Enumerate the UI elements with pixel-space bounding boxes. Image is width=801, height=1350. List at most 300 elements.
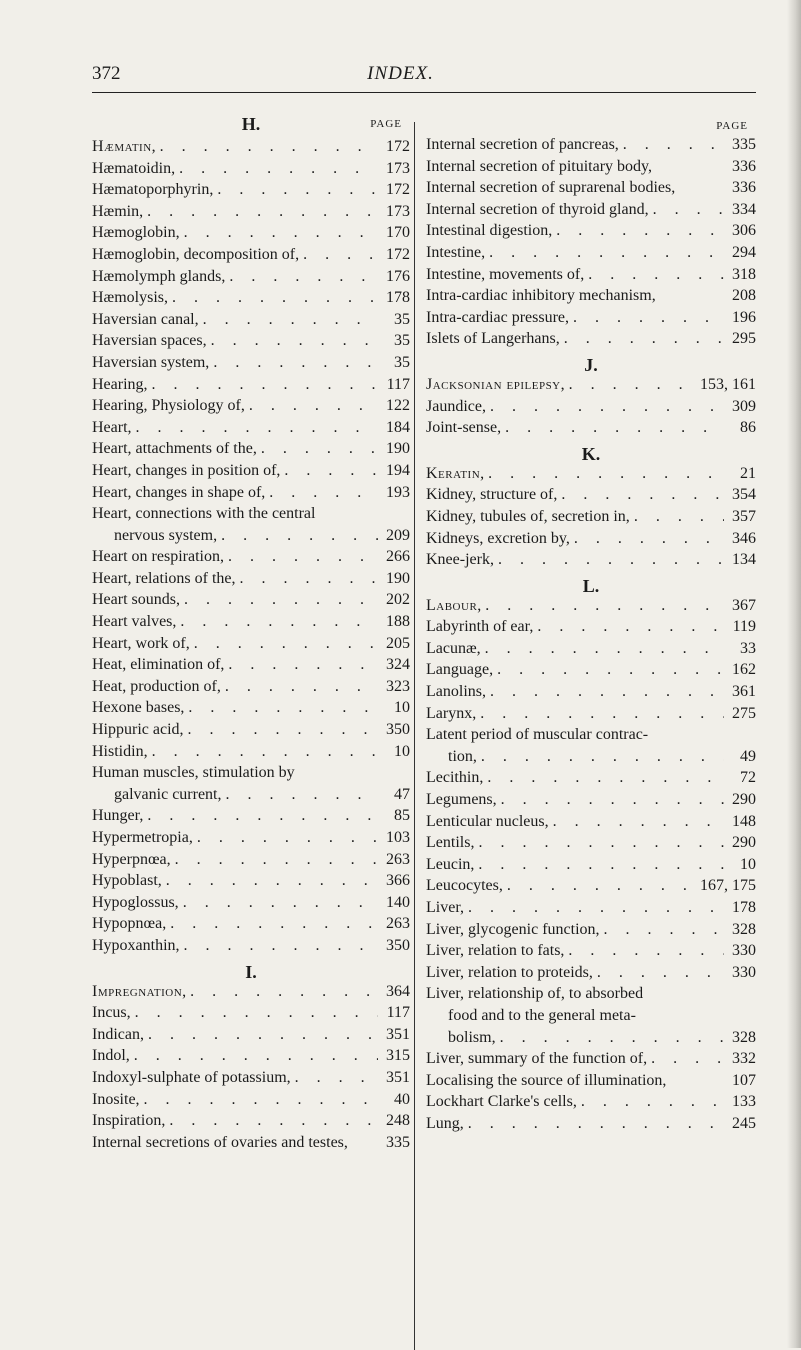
index-entry-term: Liver, glycogenic function, <box>426 920 600 938</box>
index-entry <box>426 595 756 617</box>
index-entry-page: 40 <box>394 1090 410 1108</box>
index-entry <box>92 981 410 1003</box>
index-entry-page: 330 <box>732 942 756 960</box>
index-entry <box>426 484 756 506</box>
index-entry-page: 172 <box>386 245 410 263</box>
index-entry-page: 290 <box>732 791 756 809</box>
index-entry-page: 209 <box>386 526 410 544</box>
index-entry <box>426 417 756 439</box>
index-entry-term: Lentils, <box>426 834 475 852</box>
index-entry-term: Knee-jerk, <box>426 551 494 569</box>
index-entry-page: 35 <box>394 332 410 350</box>
index-entry-term: Intestine, <box>426 243 486 261</box>
index-entry <box>426 767 756 789</box>
index-entry-term: Histidin, <box>92 742 148 760</box>
index-entry-term: Hæmolysis, <box>92 289 169 307</box>
index-entry-page: 10 <box>394 742 410 760</box>
index-entry-page: 188 <box>386 613 410 631</box>
dot-leader <box>584 264 724 286</box>
index-entry <box>92 741 410 763</box>
section-letter-i: I. <box>245 961 257 982</box>
index-entry-term: Incus, <box>92 1004 131 1022</box>
index-entry <box>426 528 756 550</box>
index-entry-term: Haversian system, <box>92 353 210 371</box>
index-entry-page: 335 <box>386 1133 410 1151</box>
dot-leader <box>564 940 724 962</box>
index-entry-page: 140 <box>386 893 410 911</box>
index-entry-page: 196 <box>732 308 756 326</box>
index-entry-page: 194 <box>386 461 410 479</box>
dot-leader <box>225 266 378 288</box>
index-entry <box>92 287 410 309</box>
dot-leader <box>619 134 724 156</box>
index-entry-term: Lecithin, <box>426 769 484 787</box>
index-entry-page: 334 <box>732 200 756 218</box>
dot-leader <box>166 913 378 935</box>
dot-leader <box>483 767 724 789</box>
index-entry <box>426 724 756 746</box>
index-entry <box>92 1089 410 1111</box>
index-entry-term: Lacunæ, <box>426 639 481 657</box>
dot-leader <box>503 875 696 897</box>
index-entry-term: Heart sounds, <box>92 591 180 609</box>
index-entry <box>92 417 410 439</box>
dot-leader <box>130 1045 378 1067</box>
index-entry-term: Hæmin, <box>92 202 144 220</box>
index-entry-term: Hearing, <box>92 375 148 393</box>
index-entry <box>92 244 410 266</box>
index-entry <box>426 703 756 725</box>
index-entry-term: Heat, elimination of, <box>92 656 225 674</box>
index-entry-term: Liver, relation to fats, <box>426 942 565 960</box>
index-entry <box>426 919 756 941</box>
dot-leader <box>162 870 378 892</box>
dot-leader <box>143 805 378 827</box>
index-entry-page: 190 <box>386 440 410 458</box>
dot-leader <box>501 417 724 439</box>
index-entry-page: 133 <box>732 1093 756 1111</box>
index-entry <box>426 983 756 1005</box>
index-entry-term: Localising the source of illumination, <box>426 1071 667 1089</box>
header-rule <box>92 92 756 93</box>
dot-leader <box>132 417 378 439</box>
index-entry-page: 366 <box>386 872 410 890</box>
dot-leader <box>476 703 724 725</box>
index-entry-page: 103 <box>386 829 410 846</box>
index-entry-page: 190 <box>386 569 410 587</box>
index-entry-page: 178 <box>386 289 410 307</box>
index-entry <box>426 746 756 768</box>
index-entry <box>92 719 410 741</box>
index-entry <box>92 568 410 590</box>
dot-leader <box>464 1113 724 1135</box>
dot-leader <box>165 1110 378 1132</box>
index-entry-term: Labour, <box>426 596 482 614</box>
dot-leader <box>280 460 378 482</box>
index-entry-page: 350 <box>386 721 410 739</box>
dot-leader <box>486 681 724 703</box>
dot-leader <box>477 746 724 768</box>
index-entry <box>92 697 410 719</box>
index-entry <box>92 827 410 849</box>
index-entry-page: 263 <box>386 915 410 933</box>
index-entry-term: Heart, <box>92 418 132 436</box>
index-entry <box>426 396 756 418</box>
index-entry-page: 33 <box>740 639 756 657</box>
index-entry <box>426 1005 756 1027</box>
dot-leader <box>140 1089 378 1111</box>
index-entry <box>426 199 756 221</box>
dot-leader <box>560 328 724 350</box>
index-entry-page: 351 <box>386 1068 410 1086</box>
index-entry <box>426 134 756 156</box>
dot-leader <box>131 1002 378 1024</box>
dot-leader <box>464 897 724 919</box>
dot-leader <box>148 741 378 763</box>
index-entry-term: Hypoblast, <box>92 872 162 890</box>
dot-leader <box>474 854 724 876</box>
dot-leader <box>175 158 378 180</box>
index-entry <box>426 242 756 264</box>
index-entry-page: 86 <box>740 419 756 437</box>
index-entry-term: Lanolins, <box>426 683 486 701</box>
index-entry <box>426 1091 756 1113</box>
index-entry-term: Haversian canal, <box>92 310 199 328</box>
index-entry-page: 162 <box>732 661 756 679</box>
index-entry-term: Hyperpnœa, <box>92 850 171 868</box>
index-entry <box>426 307 756 329</box>
index-entry-page: 335 <box>732 136 756 153</box>
index-entry <box>426 374 756 396</box>
index-entry <box>426 177 756 199</box>
index-entry-page: 364 <box>386 982 410 1000</box>
index-entry-page: 176 <box>386 267 410 285</box>
left-column-entries <box>92 136 410 1153</box>
index-entry <box>92 222 410 244</box>
index-entry-page: 10 <box>394 699 410 717</box>
index-entry-term: Liver, <box>426 899 465 916</box>
index-entry <box>92 589 410 611</box>
index-entry-term: Indican, <box>92 1025 144 1043</box>
index-entry-term: Internal secretion of thyroid gland, <box>426 200 649 218</box>
dot-leader <box>570 528 724 550</box>
index-entry-term: Intra-cardiac pressure, <box>426 308 570 326</box>
dot-leader <box>224 654 378 676</box>
index-entry-term: Hæmoglobin, <box>92 224 180 242</box>
index-entry-page: 336 <box>732 179 756 197</box>
dot-leader <box>221 676 378 698</box>
dot-leader <box>176 611 378 633</box>
index-entry-page: 309 <box>732 397 756 415</box>
index-entry-page: 173 <box>386 159 410 177</box>
index-entry-term: Kidney, structure of, <box>426 486 558 504</box>
index-entry-term: Liver, relationship of, to absorbed <box>426 985 644 1003</box>
index-entry-page: 85 <box>394 807 410 825</box>
page-edge-shadow <box>787 0 801 1348</box>
index-entry-term: Internal secretion of pituitary body, <box>426 157 652 175</box>
index-entry-page: 318 <box>732 265 756 283</box>
dot-leader <box>217 525 378 547</box>
index-entry <box>426 940 756 962</box>
index-entry-page: 245 <box>732 1114 756 1132</box>
dot-leader <box>222 784 379 806</box>
index-entry-term: Latent period of muscular contrac- <box>426 726 649 744</box>
index-entry-term: Kidneys, excretion by, <box>426 529 570 547</box>
index-entry-term: Hæmatin, <box>92 138 156 155</box>
index-entry <box>92 136 410 158</box>
index-entry <box>92 611 410 633</box>
index-entry-term: Leucocytes, <box>426 877 503 895</box>
left-column-head <box>92 114 410 136</box>
index-entry-term: Internal secretions of ovaries and testes, <box>92 1133 348 1151</box>
index-entry <box>92 482 410 504</box>
index-entry <box>426 638 756 660</box>
index-entry-page: 295 <box>732 330 756 348</box>
index-entry-term: Lockhart Clarke's cells, <box>426 1093 577 1111</box>
index-entry-term: Heat, production of, <box>92 677 221 695</box>
index-entry-page: 170 <box>386 224 410 242</box>
index-entry-term: Jacksonian epilepsy, <box>426 375 565 393</box>
dot-leader <box>171 849 378 871</box>
dot-leader <box>156 136 378 158</box>
index-entry <box>426 264 756 286</box>
index-entry-term: Internal secretion of suprarenal bodies, <box>426 179 676 197</box>
right-column-head <box>426 114 756 134</box>
index-entry <box>426 681 756 703</box>
index-entry-term: Hypoxanthin, <box>92 936 180 954</box>
index-entry-term: tion, <box>448 747 477 765</box>
dot-leader <box>569 307 724 329</box>
index-entry <box>92 1132 410 1154</box>
index-entry <box>92 201 410 223</box>
index-entry-page: 172 <box>386 138 410 155</box>
index-entry-page: 208 <box>732 287 756 305</box>
running-title: INDEX. <box>367 63 434 84</box>
index-entry <box>92 158 410 180</box>
dot-leader <box>481 595 724 617</box>
index-entry-term: Lenticular nucleus, <box>426 812 549 830</box>
index-entry <box>426 463 756 485</box>
index-entry-term: Indol, <box>92 1047 130 1065</box>
index-entry <box>426 659 756 681</box>
index-entry-page: 248 <box>386 1112 410 1130</box>
dot-leader <box>184 719 378 741</box>
index-entry <box>426 220 756 242</box>
dot-leader <box>593 962 724 984</box>
page-column-label: PAGE <box>716 120 748 132</box>
dot-leader <box>180 935 378 957</box>
page-column-label: PAGE <box>370 118 402 130</box>
dot-leader <box>193 827 378 849</box>
index-entry-term: Human muscles, stimulation by <box>92 764 295 782</box>
index-entry <box>92 676 410 698</box>
index-entry <box>92 1067 410 1089</box>
index-entry-term: nervous system, <box>114 526 218 544</box>
dot-leader <box>557 484 724 506</box>
index-entry <box>92 633 410 655</box>
index-entry <box>426 962 756 984</box>
index-entry-page: 167, 175 <box>700 877 756 895</box>
index-entry <box>92 1110 410 1132</box>
index-entry <box>92 784 410 806</box>
index-entry-page: 202 <box>386 591 410 609</box>
index-entry <box>92 892 410 914</box>
dot-leader <box>148 374 378 396</box>
index-entry-term: Intestinal digestion, <box>426 222 553 240</box>
index-entry-page: 134 <box>732 551 756 569</box>
index-entry-page: 336 <box>732 157 756 175</box>
index-entry <box>426 156 756 178</box>
index-entry-term: Impregnation, <box>92 982 187 1000</box>
dot-leader <box>496 1027 724 1049</box>
dot-leader <box>299 244 378 266</box>
index-entry-term: Hearing, Physiology of, <box>92 397 245 415</box>
index-entry-term: Hæmolymph glands, <box>92 267 226 285</box>
dot-leader <box>265 482 378 504</box>
index-entry <box>426 616 756 638</box>
index-entry <box>426 789 756 811</box>
index-entry-term: Language, <box>426 661 494 679</box>
index-entry-page: 332 <box>732 1050 756 1068</box>
index-entry-term: Haversian spaces, <box>92 332 207 350</box>
index-entry <box>92 330 410 352</box>
dot-leader <box>549 811 724 833</box>
index-entry-page: 184 <box>386 418 410 436</box>
dot-leader <box>236 568 379 590</box>
index-entry-term: Heart, changes in shape of, <box>92 483 266 501</box>
index-entry <box>92 525 410 547</box>
index-entry-page: 35 <box>394 310 410 328</box>
index-entry-term: Hæmatoporphyrin, <box>92 181 214 199</box>
index-entry-page: 323 <box>386 677 410 695</box>
index-entry-term: Hexone bases, <box>92 699 185 717</box>
index-entry-term: Keratin, <box>426 464 485 482</box>
index-entry <box>426 285 756 307</box>
index-entry-page: 117 <box>386 375 410 393</box>
dot-leader <box>493 659 724 681</box>
index-entry <box>92 1024 410 1046</box>
index-entry-term: Heart, connections with the central <box>92 505 316 523</box>
index-entry-page: 107 <box>732 1071 756 1089</box>
dot-leader <box>180 589 378 611</box>
dot-leader <box>649 199 724 221</box>
index-entry-term: Joint-sense, <box>426 419 502 437</box>
index-entry-page: 178 <box>732 899 756 916</box>
column-divider <box>414 122 415 1350</box>
dot-leader <box>224 546 378 568</box>
index-entry-term: Hypopnœa, <box>92 915 167 933</box>
section-letter-l: L. <box>582 575 600 596</box>
dot-leader <box>484 463 724 485</box>
dot-leader <box>144 1024 378 1046</box>
index-entry <box>92 1002 410 1024</box>
index-entry-term: Intestine, movements of, <box>426 265 585 283</box>
index-entry-term: Inspiration, <box>92 1112 166 1130</box>
index-entry-page: 35 <box>394 353 410 371</box>
index-entry <box>92 654 410 676</box>
dot-leader <box>600 919 724 941</box>
index-entry <box>426 832 756 854</box>
index-entry <box>92 935 410 957</box>
index-entry <box>92 179 410 201</box>
index-entry <box>92 503 410 525</box>
dot-leader <box>207 330 378 352</box>
index-entry-page: 357 <box>732 507 756 525</box>
index-entry-term: Hæmoglobin, decomposition of, <box>92 245 300 263</box>
index-entry <box>426 1070 756 1092</box>
dot-leader <box>630 506 724 528</box>
index-entry-term: Internal secretion of pancreas, <box>426 136 619 153</box>
dot-leader <box>209 352 378 374</box>
index-entry-term: Heart, work of, <box>92 634 190 652</box>
index-entry-page: 119 <box>732 618 756 636</box>
index-entry-term: Heart, attachments of the, <box>92 440 257 458</box>
dot-leader <box>186 981 378 1003</box>
index-entry-page: 49 <box>740 747 756 765</box>
index-entry-page: 173 <box>386 202 410 220</box>
index-entry-term: Kidney, tubules of, secretion in, <box>426 507 630 525</box>
dot-leader <box>533 616 724 638</box>
index-entry-term: Lung, <box>426 1114 464 1132</box>
index-entry-page: 315 <box>386 1047 410 1065</box>
index-entry <box>92 374 410 396</box>
index-entry <box>426 1027 756 1049</box>
index-entry-term: Hippuric acid, <box>92 721 184 739</box>
index-entry-page: 72 <box>740 769 756 787</box>
index-entry <box>426 1048 756 1070</box>
index-entry <box>426 549 756 571</box>
index-entry <box>92 805 410 827</box>
index-entry-term: Liver, relation to proteids, <box>426 963 593 981</box>
index-entry <box>92 266 410 288</box>
dot-leader <box>179 892 378 914</box>
index-entry-term: Legumens, <box>426 791 497 809</box>
index-entry <box>92 395 410 417</box>
index-entry-term: Hunger, <box>92 807 144 825</box>
index-entry <box>426 1113 756 1135</box>
index-entry-page: 330 <box>732 963 756 981</box>
dot-leader <box>494 549 724 571</box>
section-letter-j: J. <box>584 354 598 375</box>
index-entry-page: 122 <box>386 397 410 415</box>
dot-leader <box>552 220 724 242</box>
dot-leader <box>474 832 724 854</box>
index-entry <box>426 506 756 528</box>
index-entry-page: 350 <box>386 936 410 954</box>
index-entry-term: Leucin, <box>426 855 475 873</box>
dot-leader <box>485 242 724 264</box>
index-entry-page: 351 <box>386 1025 410 1043</box>
index-entry <box>92 438 410 460</box>
index-entry-term: Intra-cardiac inhibitory mechanism, <box>426 287 656 305</box>
dot-leader <box>143 201 378 223</box>
dot-leader <box>647 1048 724 1070</box>
index-entry-term: Hæmatoidin, <box>92 159 176 177</box>
page-number: 372 <box>92 63 121 84</box>
index-entry-term: Heart, changes in position of, <box>92 461 281 479</box>
index-entry-term: Jaundice, <box>426 397 486 415</box>
index-entry <box>92 913 410 935</box>
index-entry <box>426 854 756 876</box>
dot-leader <box>245 395 378 417</box>
index-entry-page: 47 <box>394 785 410 803</box>
index-entry <box>426 811 756 833</box>
index-entry-page: 328 <box>732 920 756 938</box>
index-entry-page: 263 <box>386 850 410 868</box>
index-entry <box>426 328 756 350</box>
index-entry-page: 205 <box>386 634 410 652</box>
right-column-entries <box>426 134 756 1135</box>
